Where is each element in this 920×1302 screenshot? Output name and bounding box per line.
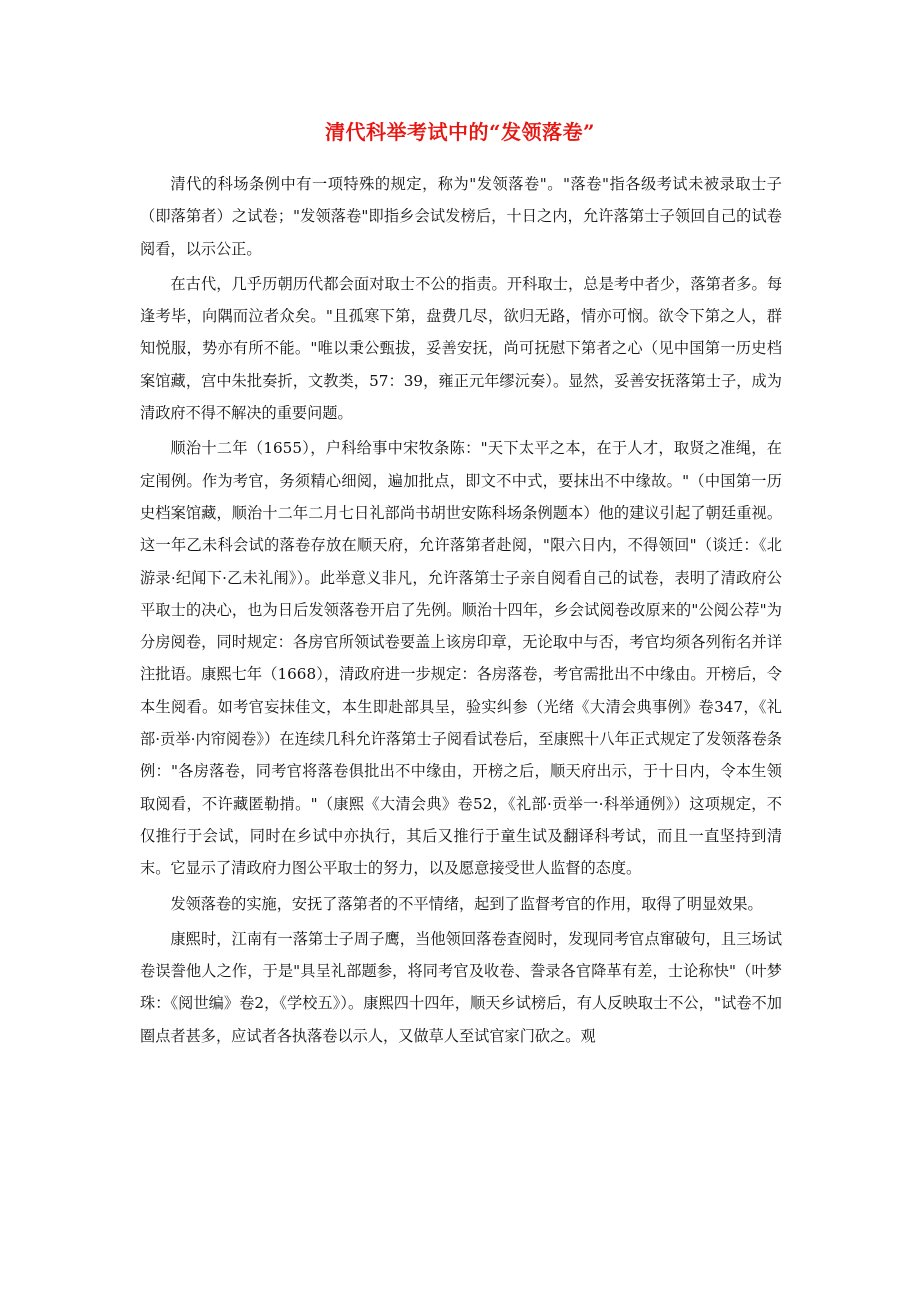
paragraph: 在古代，几乎历朝历代都会面对取士不公的指责。开科取士，总是考中者少，落第者多。每逢考毕，向隅而泣者众矣。"且孤寒下第，盘费几尽，欲归无路，情亦可悯。欲令下第之人，群知悦服，势亦有所不能。"唯以秉公甄拔，妥善安抚，尚可抚慰下第者之心（见中国第一历史档案馆藏，宫中朱批奏折，文教类，57：39，雍正元年缪沅奏）。显然，妥善安抚落第士子，成为清政府不得不解决的重要问题。 (140, 274, 782, 423)
article-body (140, 168, 782, 1055)
paragraph: 康熙时，江南有一落第士子周子鹰，当他领回落卷查阅时，发现同考官点窜破句，且三场试卷误誊他人之作，于是"具呈礼部题参，将同考官及收卷、誊录各官降革有差，士论称快"（叶梦珠：《阅世编》卷2，《学校五》）。康熙四十四年，顺天乡试榜后，有人反映取士不公，"试卷不加圈点者甚多，应试者各执落卷以示人，又做草人至试官家门砍之。观 (140, 929, 782, 1045)
paragraph: 顺治十二年（1655），户科给事中宋牧条陈："天下太平之本，在于人才，取贤之准绳，在定闱例。作为考官，务须精心细阅，遍加批点，即文不中式，要抹出不中缘故。"（中国第一历史档案馆藏，顺治十二年二月七日礼部尚书胡世安陈科场条例题本）他的建议引起了朝廷重视。这一年乙未科会试的落卷存放在顺天府，允许落第者赴阅，"限六日内，不得领回"（谈迁：《北游录·纪闻下·乙未礼闱》）。此举意义非凡，允许落第士子亲自阅看自己的试卷，表明了清政府公平取士的决心，也为日后发领落卷开启了先例。顺治十四年，乡会试阅卷改原来的"公阅公荐"为分房阅卷，同时规定：各房官所领试卷要盖上该房印章，无论取中与否，考官均须各列衔名并详注批语。康熙七年（1668），清政府进一步规定：各房落卷，考官需批出不中缘由。开榜后，令本生阅看。如考官妄抹佳文，本生即赴部具呈，验实纠参（光绪《大清会典事例》卷347，《礼部·贡举·内帘阅卷》）在连续几科允许落第士子阅看试卷后，至康熙十八年正式规定了发领落卷条例："各房落卷，同考官将落卷俱批出不中缘由，开榜之后，顺天府出示，于十日内，令本生领取阅看，不许藏匿勒掯。"（康熙《大清会典》卷52，《礼部·贡举一·科举通例》）这项规定，不仅推行于会试，同时在乡试中亦执行，其后又推行于童生试及翻译科考试，而且一直坚持到清末。它显示了清政府力图公平取士的努力，以及愿意接受世人监督的态度。 (140, 439, 782, 878)
paragraph: 发领落卷的实施，安抚了落第者的不平情绪，起到了监督考官的作用，取得了明显效果。 (170, 894, 763, 913)
paragraph: 清代的科场条例中有一项特殊的规定，称为"发领落卷"。"落卷"指各级考试未被录取士子（即落第者）之试卷；"发领落卷"即指乡会试发榜后，十日之内，允许落第士子领回自己的试卷阅看，以示公正。 (140, 175, 782, 258)
page-title: 清代科举考试中的“发领落卷” (324, 120, 595, 144)
